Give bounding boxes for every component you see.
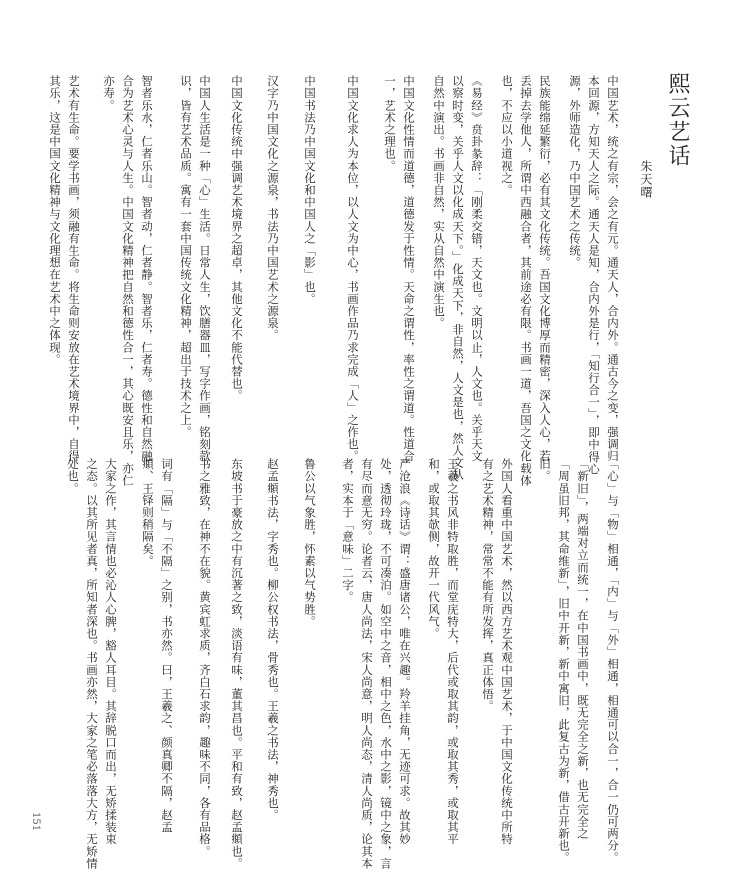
text-column: 外国人看重中国艺术，然以西方艺术观中国艺术，于中国文化传统中所特 <box>500 458 514 846</box>
text-column: 之态。以其所见者真，所知者深也。书画亦然，大家之笔必落落大方，无矫情 <box>85 458 99 870</box>
text-column: 本回源，方知天人之际。通天人是知，合内外是行，「知行合一」，即中得心 <box>587 75 601 475</box>
text-column: 中国书法乃中国文化和中国人之「影」也。 <box>303 75 317 305</box>
text-column: 中国文化传统中强调艺术境界之超卓，其他文化不能代替也。 <box>230 75 244 402</box>
text-column: 艺术有生命。要学书画，须融有生命。将生命则安放在艺术境界中，自得 <box>67 75 81 463</box>
text-column: 《易经》贲卦彖辞：「刚柔交错，天文也。文明以止，人文也。关乎天文 <box>470 75 484 463</box>
text-column: 鲁公以气象胜，怀素以气势胜。 <box>303 458 317 628</box>
text-column: 词有「隔」与「不隔」之别，书亦然。曰，王羲之、颜真卿不隔，赵孟 <box>160 458 174 834</box>
text-column: 亦寿。 <box>102 75 116 112</box>
text-column: 大家之作，其言情也必沁人心脾，豁人耳目。其辞脱口而出，无矫揉装束 <box>104 458 118 846</box>
text-column: 处也。 <box>66 458 80 495</box>
text-column: 赵孟頫书法，字秀也。柳公权书法，骨秀也。王羲之书法，神秀也。 <box>266 458 280 821</box>
page-title: 熙云艺话 <box>665 72 690 168</box>
text-column: 东坡书于豪放之中有沉著之致，淡语有味，董其昌也。平和有致，赵孟頫也。 <box>230 458 244 870</box>
text-column: 「周虽旧邦，其命维新」，旧中开新，新中寓旧，此复古为新，借古开新也。 <box>557 458 571 864</box>
text-column: 识，皆有艺术品质。寓有一套中国传统文化精神，超出于技术之上。 <box>179 75 193 438</box>
text-column: 丢掉去学他人，所谓中西融合者，其前途必有限。书画一道，吾国之文化载体 <box>519 75 533 487</box>
text-column: 有之艺术精神，常常不能有所发挥，真正体悟。 <box>481 458 495 713</box>
text-column: 一，艺术之理也。 <box>383 75 397 172</box>
text-column: 合为艺术心灵与人生。中国文化精神把自然和德性合一，其心既安且乐，亦仁 <box>121 75 135 487</box>
text-column: 中国艺术，统之有宗，会之有元。通天人，合内外。通古今之变，强调归 <box>606 75 620 463</box>
text-column: 源，外师造化，乃中国艺术之传统。 <box>568 75 582 269</box>
text-column: 中国人生活是一种「心」生活。日常人生，饮膳器皿，写字作画，铭刻款 <box>198 75 212 463</box>
text-column: 书之雅致，在神不在貌。黄宾虹求质，齐白石求韵，趣味不同，各有品格。 <box>198 458 212 858</box>
text-column: 处，透彻玲珑，不可凑泊。如空中之音，相中之色，水中之影，镜中之象，言 <box>379 458 393 870</box>
text-column: 自然中演出。书画非自然，实从自然中演生也。 <box>432 75 446 330</box>
text-column: 智者乐水，仁者乐山。智者动，仁者静。智者乐，仁者寿。德性和自然融 <box>140 75 154 463</box>
text-column: 旧。 <box>538 458 552 483</box>
page-number: 151 <box>30 812 41 832</box>
text-column: 者，实本于「意味」二字。 <box>341 458 355 604</box>
text-column: 也，不应以小道视之。 <box>500 75 514 196</box>
text-column: 汉字乃中国文化之源泉，书法乃中国艺术之源泉。 <box>266 75 280 342</box>
text-column: 「新旧」，两端对立而统一，在中国书画中，既无完全之新，也无完全之 <box>576 458 590 840</box>
text-column: 中国文化性情而道德，道德发于性情。天命之谓性，率性之谓道。性道合 <box>402 75 416 463</box>
text-column: 以察时变，关乎人文以化成天下。」化成天下，非自然，人文是也，然人文从 <box>451 75 465 481</box>
text-column: 有尽而意无穷。论者云，唐人尚法，宋人尚意，明人尚态，清人尚质，论其本 <box>360 458 374 870</box>
text-column: 「心」与「物」相通，「内」与「外」相通，相通可以合一，合一仍可两分。 <box>606 458 620 864</box>
text-column: 民族能绵延繁衍，必有其文化传统。吾国文化博厚而精密，深入人心，若 <box>538 75 552 463</box>
text-column: 頫、王铎则稍隔矣。 <box>141 458 155 567</box>
text-column: 王羲之书风非特取胜，而堂庑特大，后代或取其韵，或取其秀，或取其平 <box>446 458 460 846</box>
text-column: 和，或取其欹侧，故开一代风气。 <box>427 458 441 640</box>
text-column: 严沧浪《诗话》谓：盛唐诸公，唯在兴趣。羚羊挂角，无迹可求。故其妙 <box>398 458 412 846</box>
text-column: 中国文化求人为本位，以人文为中心，书画作品乃求完成「人」之作也。 <box>346 75 360 463</box>
author-name: 朱天曙 <box>639 160 653 199</box>
text-column: 其乐，这是中国文化精神与文化理想在艺术中之体现。 <box>48 75 62 366</box>
